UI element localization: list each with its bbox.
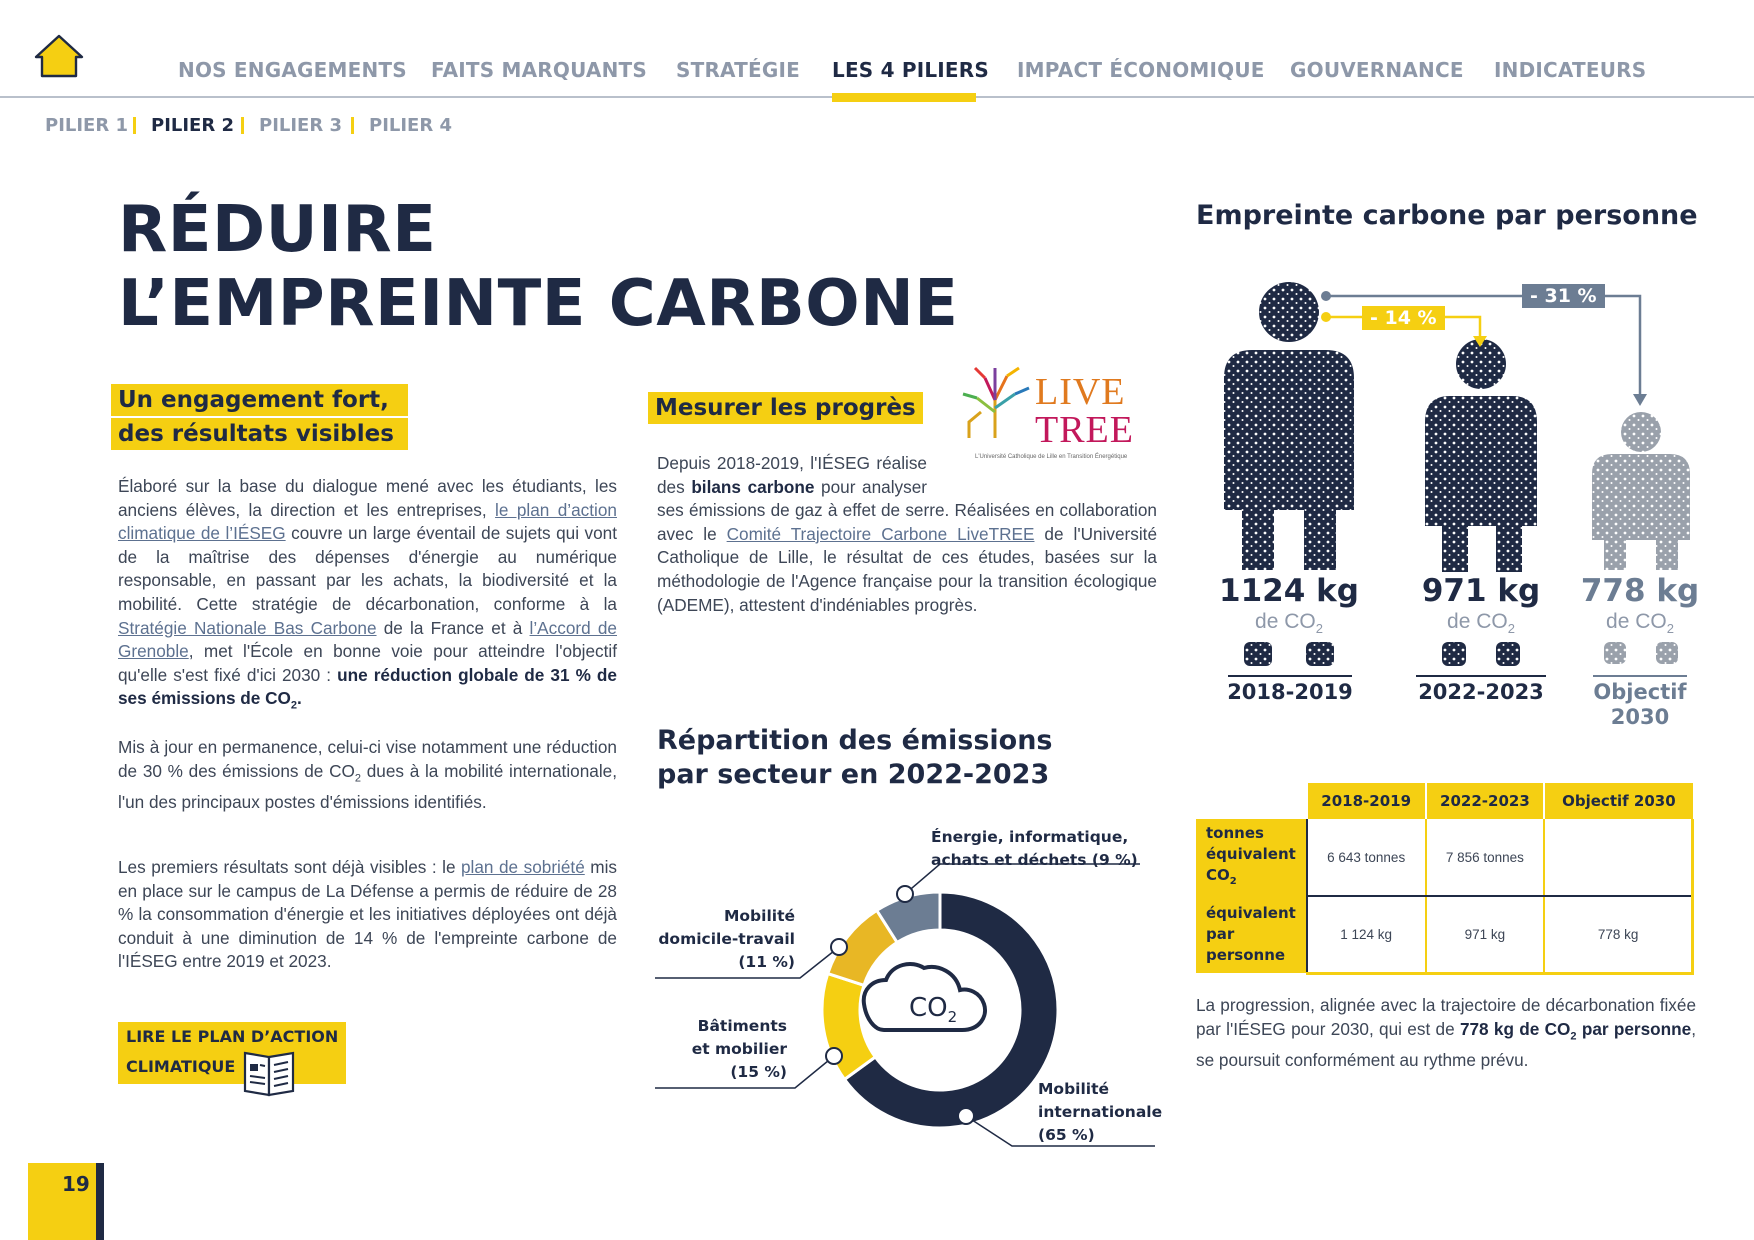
text-span: Élaboré sur la base du dialogue mené avec les étudiants, les anciens élèves, la direction et les entreprises, <box>118 476 617 520</box>
badge-minus-31: - 31 % <box>1522 284 1605 308</box>
unit-text: de CO <box>1606 610 1667 633</box>
repartition-title-line1: Répartition des émissions <box>657 725 1053 756</box>
row-header-line: équivalent <box>1206 845 1296 863</box>
table-cell: 1 124 kg <box>1307 896 1426 973</box>
row-header-line: par <box>1206 925 1235 943</box>
label-line: Mobilité <box>723 907 795 925</box>
bold-text: une réduction globale de 31 % de ses émissions de CO <box>118 664 617 709</box>
bold-text: bilans carbone <box>691 476 815 497</box>
subnav-separator <box>133 117 136 134</box>
conclusion-paragraph <box>1196 994 1696 1072</box>
label-line: achats et déchets (9 %) <box>931 851 1138 869</box>
text-span: Mis à jour en permanence, celui-ci vise notamment une réduction de 30 % des émissions de CO <box>118 737 617 781</box>
text-span: couvre un large éventail de sujets qui vont de la maîtrise des dépenses d'énergie au numérique responsable, en passant par les achats, la biodiversité et la mobilité. Cette stratégie de décarbonation, conforme à la <box>118 523 618 614</box>
table-cell: 971 kg <box>1426 896 1545 973</box>
row-header-line: tonnes <box>1206 824 1264 842</box>
document-icon[interactable] <box>242 1045 298 1099</box>
table-row <box>1196 896 1693 973</box>
text-span: Depuis 2018-2019, l'IÉSEG réalise des <box>657 453 927 497</box>
subscript: 2 <box>1507 621 1515 637</box>
year-divider <box>1593 675 1687 677</box>
subscript: 2 <box>1229 876 1237 887</box>
row-header-line: CO <box>1206 866 1230 884</box>
nav-item-faits-marquants[interactable]: FAITS MARQUANTS <box>431 58 647 82</box>
nav-item-impact-economique[interactable]: IMPACT ÉCONOMIQUE <box>1017 58 1265 82</box>
engagement-heading-line1: Un engagement fort, <box>111 384 408 416</box>
bold-text: . <box>297 688 302 709</box>
text-span: de la France et à <box>376 617 530 638</box>
page-number-bar <box>96 1163 104 1240</box>
engagement-paragraph-3 <box>118 856 617 974</box>
table-cell: 7 856 tonnes <box>1426 819 1545 896</box>
label-line: et mobilier <box>691 1040 787 1058</box>
row-header-line: équivalent <box>1206 904 1296 922</box>
year-2030-line1: Objectif <box>1593 680 1687 704</box>
label-line: (11 %) <box>738 953 795 971</box>
table-row <box>1196 819 1693 896</box>
unit-2018 <box>1204 610 1374 636</box>
nav-item-engagements[interactable]: NOS ENGAGEMENTS <box>178 58 407 82</box>
table-header: 2018-2019 <box>1307 783 1426 819</box>
subscript: 2 <box>354 772 361 785</box>
subscript: 2 <box>1315 621 1323 637</box>
progress-paragraph <box>657 452 1157 617</box>
subnav-pilier-3[interactable]: PILIER 3 <box>259 115 343 136</box>
label-line: internationale <box>1038 1103 1163 1121</box>
table-cell: 778 kg <box>1544 896 1692 973</box>
empreinte-title: Empreinte carbone par personne <box>1196 200 1698 231</box>
bold-text: par personne <box>1576 1018 1692 1039</box>
table-corner <box>1196 783 1307 819</box>
text-span: Les premiers résultats sont déjà visibles : le <box>118 857 461 877</box>
marker-domicile <box>831 939 847 955</box>
year-2022: 2022-2023 <box>1418 680 1544 704</box>
text-span: mis en place sur le campus de La Défense a permis de réduire de 28 % la consommation d'énergie et les initiatives déployées ont déjà conduit à une diminution de 14 % de l'empreinte carbone de l'IÉSEG entre 2019 et 2023. <box>118 857 617 972</box>
logo-caption: L'Université Catholique de Lille en Transition Énergétique <box>975 454 1128 460</box>
row-header-line: personne <box>1206 946 1286 964</box>
year-divider <box>1228 675 1352 677</box>
tree-logo-icon <box>955 360 1033 440</box>
link-plan-sobriete[interactable]: plan de sobriété <box>461 857 585 877</box>
co2-text: CO <box>909 993 948 1023</box>
link-accord-grenoble[interactable]: l’Accord de Grenoble <box>118 617 617 662</box>
table-cell <box>1544 819 1692 896</box>
value-2022: 971 kg <box>1421 573 1541 609</box>
label-domicile-travail <box>650 905 795 974</box>
read-plan-label-line2: CLIMATIQUE <box>126 1057 236 1076</box>
subnav-pilier-1[interactable]: PILIER 1 <box>45 115 129 136</box>
bold-text: 778 kg de CO <box>1459 1018 1571 1039</box>
logo-live-text: LIVE <box>1035 371 1126 413</box>
label-line: Mobilité <box>1038 1080 1110 1098</box>
read-plan-label-line1: LIRE LE PLAN D’ACTION <box>126 1027 339 1046</box>
year-divider <box>1416 675 1546 677</box>
marker-energie <box>897 886 913 902</box>
arrow-head-31 <box>1633 394 1647 406</box>
row-header-par-personne <box>1196 896 1307 973</box>
logo-tree-text: TREE <box>1035 409 1134 451</box>
repartition-title-line2: par secteur en 2022-2023 <box>657 759 1050 790</box>
carbon-table <box>1196 783 1694 975</box>
label-line: (15 %) <box>730 1063 787 1081</box>
year-2018: 2018-2019 <box>1227 680 1353 704</box>
engagement-heading-line2: des résultats visibles <box>111 418 408 450</box>
text-span: , met l'École en bonne voie pour atteindre l'objectif qu'elle s'est fixé d'ici 2030 : <box>118 641 617 685</box>
subscript: 2 <box>947 1008 958 1027</box>
label-line: Bâtiments <box>697 1017 787 1035</box>
label-line: domicile-travail <box>658 930 795 948</box>
subscript: 2 <box>1570 1030 1577 1043</box>
badge-minus-14: - 14 % <box>1362 306 1445 330</box>
nav-active-indicator <box>832 93 976 102</box>
table-cell: 6 643 tonnes <box>1307 819 1426 896</box>
marker-batiments <box>826 1048 842 1064</box>
nav-item-strategie[interactable]: STRATÉGIE <box>676 58 800 82</box>
text-span: dues à la mobilité internationale, l'un des principaux postes d'émissions identifiés. <box>118 760 617 812</box>
unit-2030 <box>1555 610 1725 636</box>
engagement-paragraph-2 <box>118 736 617 814</box>
page-number: 19 <box>62 1172 90 1196</box>
page-title-line1: RÉDUIRE <box>118 193 437 267</box>
text-span: de l'Université Catholique de Lille, le résultat de ces études, basées sur la méthodologie de l'Agence française pour la transition écologique (ADEME), attestent d'indéniables progrès. <box>657 523 1158 615</box>
row-header-tonnes <box>1196 819 1307 896</box>
year-2030-line2: 2030 <box>1610 705 1670 729</box>
home-icon[interactable] <box>33 33 85 79</box>
text-span: pour analyser ses émissions de gaz à effet de serre. Réalisées en collaboration avec le <box>657 476 1157 544</box>
unit-text: de CO <box>1255 610 1316 633</box>
text-span: La progression, alignée avec la trajectoire de décarbonation fixée par l'IÉSEG pour 2030, qui est de <box>1196 995 1696 1039</box>
subnav-pilier-2[interactable]: PILIER 2 <box>151 115 235 136</box>
arrow-origin-31 <box>1321 291 1331 301</box>
subnav-separator <box>241 117 244 134</box>
subscript: 2 <box>1666 621 1674 637</box>
link-strategie-nationale[interactable]: Stratégie Nationale Bas Carbone <box>118 617 377 638</box>
subnav-separator <box>351 117 354 134</box>
text-span: , se poursuit conformément au rythme prévu. <box>1196 1018 1697 1070</box>
donut-center-label <box>909 993 957 1026</box>
unit-2022 <box>1396 610 1566 636</box>
subnav-pilier-4[interactable]: PILIER 4 <box>369 115 453 136</box>
label-mobilite-internationale <box>1038 1078 1162 1147</box>
engagement-paragraph-1 <box>118 475 617 718</box>
value-2030: 778 kg <box>1580 573 1700 609</box>
subscript: 2 <box>290 699 298 712</box>
nav-item-indicateurs[interactable]: INDICATEURS <box>1494 58 1647 82</box>
link-comite-livetree[interactable]: Comité Trajectoire Carbone LiveTREE <box>726 523 1035 544</box>
read-plan-button[interactable] <box>118 1022 346 1084</box>
value-2018: 1124 kg <box>1219 573 1359 609</box>
label-line: (65 %) <box>1038 1126 1095 1144</box>
label-batiments <box>650 1015 787 1084</box>
repartition-title <box>657 724 1053 792</box>
nav-item-gouvernance[interactable]: GOUVERNANCE <box>1290 58 1464 82</box>
page-title-line2: L’EMPREINTE CARBONE <box>118 267 959 341</box>
unit-text: de CO <box>1447 610 1508 633</box>
table-header: 2022-2023 <box>1426 783 1545 819</box>
progress-heading: Mesurer les progrès <box>648 392 923 424</box>
label-energie <box>931 826 1138 872</box>
page-title <box>118 193 958 341</box>
arrow-origin-14 <box>1321 312 1331 322</box>
marker-internationale <box>958 1108 974 1124</box>
table-header: Objectif 2030 <box>1544 783 1692 819</box>
label-line: Énergie, informatique, <box>931 828 1129 846</box>
link-plan-action-climatique[interactable]: le plan d’action climatique de l’IÉSEG <box>118 499 617 544</box>
nav-item-4-piliers[interactable]: LES 4 PILIERS <box>832 58 990 82</box>
